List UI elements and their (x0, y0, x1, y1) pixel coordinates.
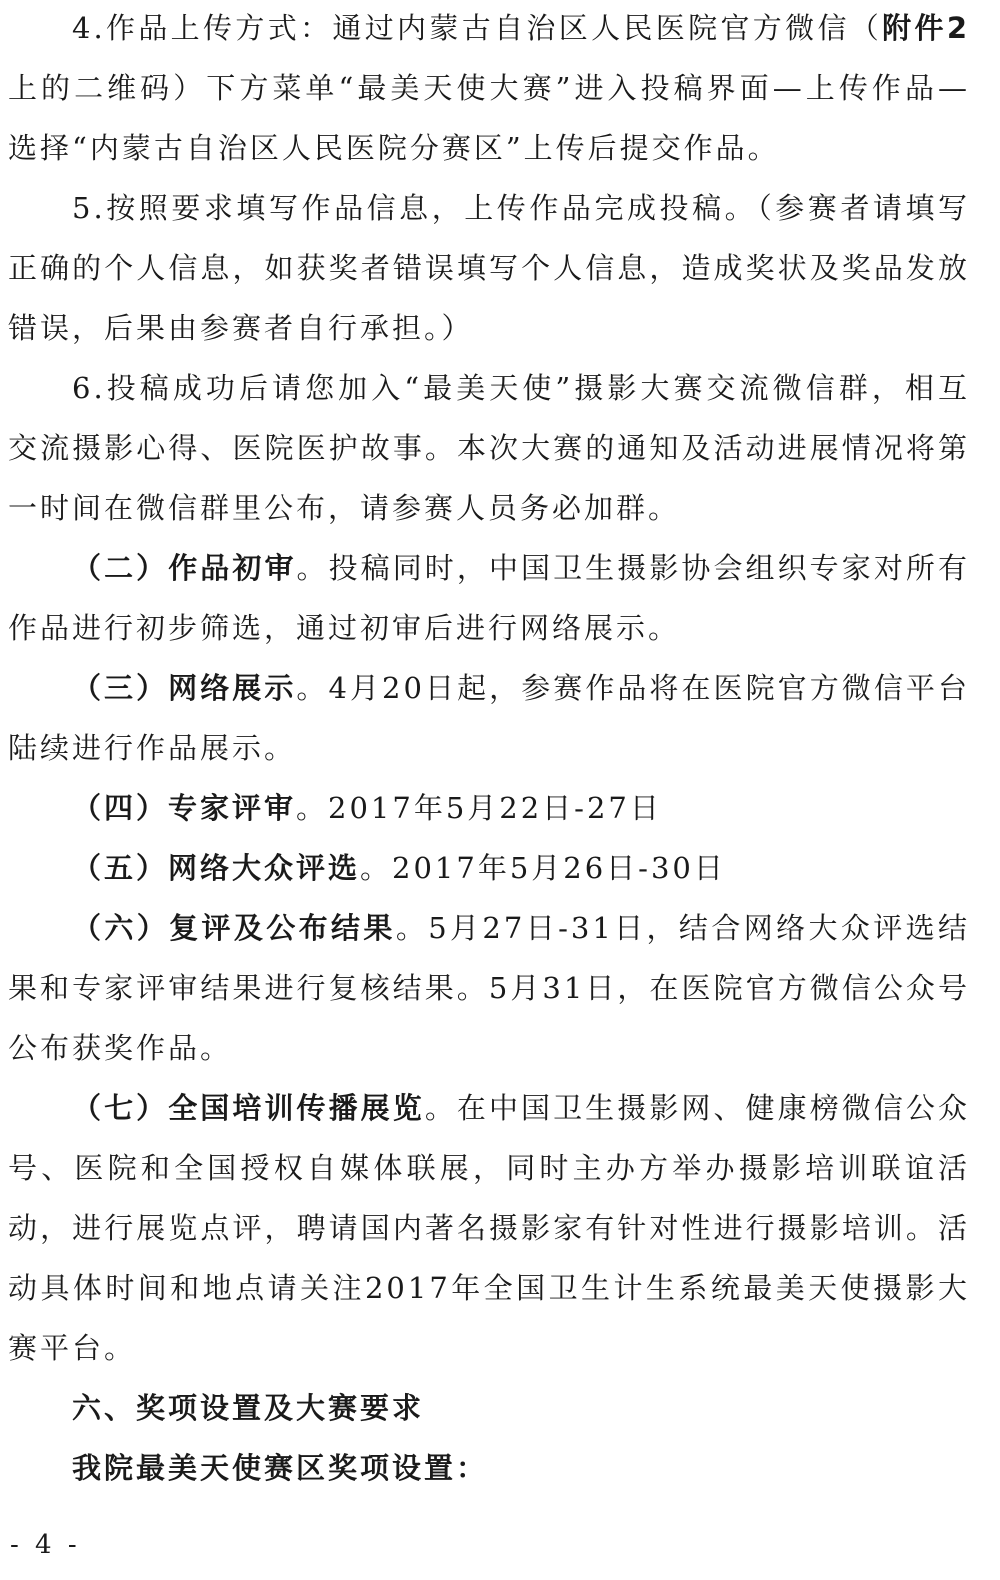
item-4-upload-method (8, 0, 970, 178)
item-6-join-group: 6.投稿成功后请您加入“最美天使”摄影大赛交流微信群，相互交流摄影心得、医院医护故事。本次大赛的通知及活动进展情况将第一时间在微信群里公布，请参赛人员务必加群。 (8, 371, 970, 525)
heading-6-awards: 六、奖项设置及大赛要求 (72, 1391, 425, 1425)
attachment-2-ref: 附件2 (882, 11, 970, 45)
section-2-label: （二）作品初审 (72, 551, 297, 585)
section-2-initial-review (8, 538, 970, 658)
section-3-label: （三）网络展示 (72, 671, 297, 705)
section-5-label: （五）网络大众评选 (72, 851, 361, 885)
page-number: - 4 - (10, 1530, 81, 1560)
section-5-text: 。2017年5月26日-30日 (360, 851, 726, 885)
section-3-online-display (8, 658, 970, 778)
section-3-text: 。4月20日起，参赛作品将在医院官方微信平台陆续进行作品展示。 (8, 671, 970, 765)
section-6-text: 。5月27日-31日，结合网络大众评选结果和专家评审结果进行复核结果。5月31日，在医院官方微信公众号公布获奖作品。 (8, 911, 970, 1065)
section-6-label: （六）复评及公布结果 (72, 911, 396, 945)
subheading-award-settings: 我院最美天使赛区奖项设置： (72, 1451, 489, 1485)
section-4-expert-review (8, 778, 970, 838)
section-7-label: （七）全国培训传播展览 (72, 1091, 425, 1125)
section-4-text: 。2017年5月22日-27日 (296, 791, 662, 825)
section-2-text: 。投稿同时，中国卫生摄影协会组织专家对所有作品进行初步筛选，通过初审后进行网络展示。 (8, 551, 970, 645)
item-4-text-a: 4.作品上传方式：通过内蒙古自治区人民医院官方微信（ (72, 11, 883, 45)
section-7-national-exhibition (8, 1078, 970, 1378)
document-page (8, 0, 970, 1498)
section-4-label: （四）专家评审 (72, 791, 297, 825)
item-5-fill-info: 5.按照要求填写作品信息，上传作品完成投稿。（参赛者请填写正确的个人信息，如获奖者错误填写个人信息，造成奖状及奖品发放错误，后果由参赛者自行承担。） (8, 191, 970, 345)
item-4-text-c: 上的二维码）下方菜单“最美天使大赛”进入投稿界面—上传作品—选择“内蒙古自治区人民医院分赛区”上传后提交作品。 (8, 71, 970, 165)
section-7-text: 。在中国卫生摄影网、健康榜微信公众号、医院和全国授权自媒体联展，同时主办方举办摄影培训联谊活动，进行展览点评，聘请国内著名摄影家有针对性进行摄影培训。活动具体时间和地点请关注2017年全国卫生计生系统最美天使摄影大赛平台。 (8, 1091, 970, 1365)
section-6-results (8, 898, 970, 1078)
section-5-public-vote (8, 838, 970, 898)
